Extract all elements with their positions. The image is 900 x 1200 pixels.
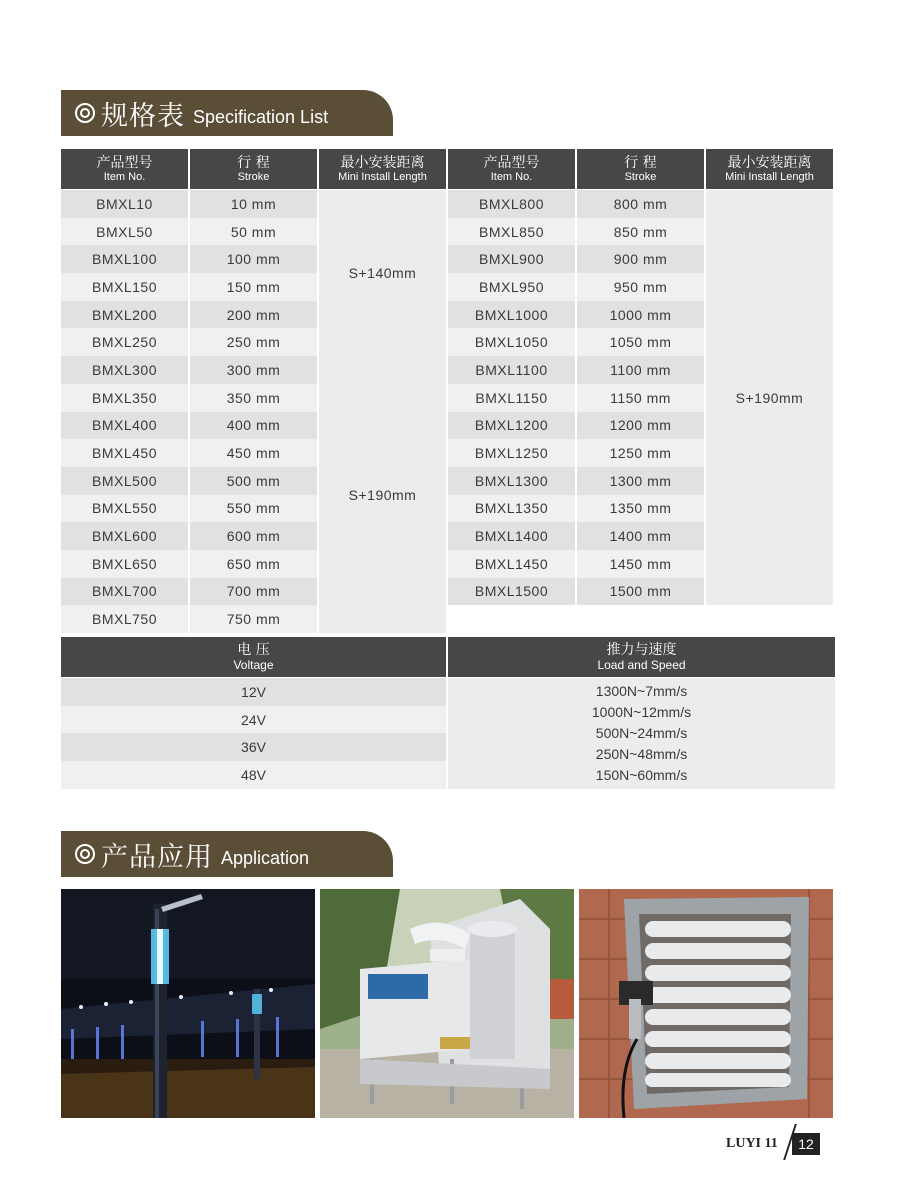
header-install-length: 最小安装距离 Mini Install Length [319, 149, 446, 190]
table-row [61, 605, 833, 633]
item-no-cell: BMXL1200 [448, 412, 575, 440]
voltage-cell: 36V [61, 733, 446, 761]
item-no-cell: BMXL800 [448, 190, 575, 218]
stroke-cell: 1200 mm [577, 412, 704, 440]
stroke-cell: 1300 mm [577, 467, 704, 495]
item-no-cell: BMXL550 [61, 495, 188, 523]
stroke-cell: 700 mm [190, 578, 317, 606]
item-no-cell: BMXL1300 [448, 467, 575, 495]
stroke-cell: 1050 mm [577, 328, 704, 356]
voltage-cell: 24V [61, 706, 446, 734]
table-row [61, 678, 835, 706]
item-no-cell: BMXL1100 [448, 356, 575, 384]
empty-cell [448, 605, 833, 633]
voltage-header-row [61, 637, 835, 678]
header-voltage: 电 压 Voltage [61, 637, 446, 678]
stroke-cell: 800 mm [577, 190, 704, 218]
stroke-cell: 1350 mm [577, 495, 704, 523]
item-no-cell: BMXL150 [61, 273, 188, 301]
load-speed-line: 500N~24mm/s [595, 724, 688, 741]
item-no-cell: BMXL400 [61, 412, 188, 440]
item-no-cell: BMXL900 [448, 245, 575, 273]
install-length-cell: S+140mm [319, 190, 446, 356]
install-length-cell: S+190mm [706, 190, 833, 605]
item-no-cell: BMXL250 [61, 328, 188, 356]
stroke-cell: 150 mm [190, 273, 317, 301]
item-no-cell: BMXL200 [61, 301, 188, 329]
stroke-cell: 500 mm [190, 467, 317, 495]
seed-machine-photo [320, 889, 574, 1118]
item-no-cell: BMXL10 [61, 190, 188, 218]
application-title-en: Application [221, 847, 310, 868]
stroke-cell: 1000 mm [577, 301, 704, 329]
item-no-cell: BMXL50 [61, 218, 188, 246]
double-circle-icon [75, 844, 95, 864]
stroke-cell: 850 mm [577, 218, 704, 246]
stroke-cell: 250 mm [190, 328, 317, 356]
stroke-cell: 1150 mm [577, 384, 704, 412]
item-no-cell: BMXL1500 [448, 578, 575, 606]
spec-header-row [61, 149, 833, 190]
header-stroke: 行 程 Stroke [577, 149, 704, 190]
item-no-cell: BMXL300 [61, 356, 188, 384]
street-lamp-photo [61, 889, 315, 1118]
page-footer [726, 1124, 826, 1160]
page-number: 12 [792, 1133, 820, 1155]
item-no-cell: BMXL600 [61, 522, 188, 550]
item-no-cell: BMXL1000 [448, 301, 575, 329]
item-no-cell: BMXL1450 [448, 550, 575, 578]
stroke-cell: 1400 mm [577, 522, 704, 550]
header-item-no: 产品型号 Item No. [448, 149, 575, 190]
item-no-cell: BMXL1350 [448, 495, 575, 523]
spec-title-en: Specification List [193, 106, 329, 127]
header-item-no: 产品型号 Item No. [61, 149, 188, 190]
application-section-header [61, 831, 393, 877]
stroke-cell: 400 mm [190, 412, 317, 440]
item-no-cell: BMXL1050 [448, 328, 575, 356]
application-title-zh: 产品应用 [101, 841, 213, 873]
header-install-length: 最小安装距离 Mini Install Length [706, 149, 833, 190]
voltage-cell: 48V [61, 761, 446, 789]
item-no-cell: BMXL850 [448, 218, 575, 246]
stroke-cell: 300 mm [190, 356, 317, 384]
load-speed-line: 1000N~12mm/s [591, 703, 692, 720]
spec-table [61, 149, 833, 633]
load-speed-line: 150N~60mm/s [595, 766, 688, 783]
item-no-cell: BMXL950 [448, 273, 575, 301]
double-circle-icon [75, 103, 95, 123]
spec-title-zh: 规格表 [101, 100, 185, 132]
item-no-cell: BMXL1150 [448, 384, 575, 412]
item-no-cell: BMXL500 [61, 467, 188, 495]
stroke-cell: 1500 mm [577, 578, 704, 606]
footer-brand: LUYI 11 [726, 1136, 778, 1151]
stroke-cell: 950 mm [577, 273, 704, 301]
stroke-cell: 1250 mm [577, 439, 704, 467]
stroke-cell: 200 mm [190, 301, 317, 329]
stroke-cell: 900 mm [577, 245, 704, 273]
stroke-cell: 1100 mm [577, 356, 704, 384]
stroke-cell: 10 mm [190, 190, 317, 218]
stroke-cell: 650 mm [190, 550, 317, 578]
table-row [61, 190, 833, 218]
load-speed-line: 250N~48mm/s [595, 745, 688, 762]
spec-section-header [61, 90, 393, 136]
stroke-cell: 350 mm [190, 384, 317, 412]
item-no-cell: BMXL450 [61, 439, 188, 467]
item-no-cell: BMXL1400 [448, 522, 575, 550]
stroke-cell: 550 mm [190, 495, 317, 523]
item-no-cell: BMXL650 [61, 550, 188, 578]
header-load-speed: 推力与速度 Load and Speed [448, 637, 835, 678]
load-speed-line: 1300N~7mm/s [595, 682, 688, 699]
stroke-cell: 750 mm [190, 605, 317, 633]
load-speed-cell [448, 678, 835, 789]
item-no-cell: BMXL700 [61, 578, 188, 606]
louver-damper-photo [579, 889, 833, 1118]
voltage-table [61, 637, 833, 789]
item-no-cell: BMXL100 [61, 245, 188, 273]
header-stroke: 行 程 Stroke [190, 149, 317, 190]
stroke-cell: 50 mm [190, 218, 317, 246]
item-no-cell: BMXL1250 [448, 439, 575, 467]
stroke-cell: 100 mm [190, 245, 317, 273]
stroke-cell: 600 mm [190, 522, 317, 550]
stroke-cell: 1450 mm [577, 550, 704, 578]
install-length-cell: S+190mm [319, 356, 446, 633]
voltage-cell: 12V [61, 678, 446, 706]
item-no-cell: BMXL750 [61, 605, 188, 633]
item-no-cell: BMXL350 [61, 384, 188, 412]
stroke-cell: 450 mm [190, 439, 317, 467]
